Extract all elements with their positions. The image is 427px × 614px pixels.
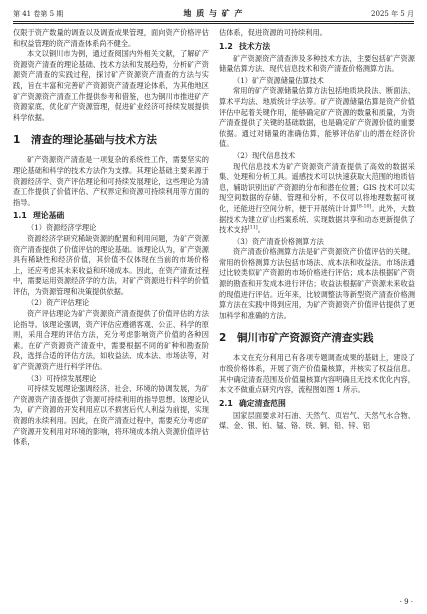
paragraph-text: 。此外，大数据技术为建立矿山档案系统、实现数据共享和动态更新提供了技术支持 xyxy=(219,203,415,235)
section-heading xyxy=(219,331,415,345)
volume-issue: 第 41 卷第 5 期 xyxy=(13,10,64,18)
section-title: 清查的理论基础与技术方法 xyxy=(31,134,157,147)
paragraph-text: 。 xyxy=(257,225,265,235)
paragraph: 可持续发展理论强调经济、社会、环境的协调发展，为矿产资源资产清查提供了资源可持续利用的指导思想。该理论认为，矿产资源的开发利用应以不损害后代人利益为前提，实现资源的永续利用。因此，在资产清查过程中，需要充分考虑矿产资源开发利用对环境的影响，将环境成本纳入资源价值评估体系， xyxy=(13,384,209,447)
subsection-title: 技术方法 xyxy=(239,41,271,51)
running-header xyxy=(13,6,414,21)
header-rule xyxy=(13,21,414,24)
subsection-heading xyxy=(13,210,209,221)
paragraph: 常用的矿产资源储量估算方法包括地质块段法、断面法、算术平均法、地质统计学法等。矿产资源储量估算是资产价值评估中起着关键作用，能够确定矿产资源的数量和质量，为资产清查提供了关键的基础数据，也是确定矿产资源价值的重要依据。通过对储量的准确估算，能够评估矿山的潜在经济价值。 xyxy=(219,86,415,149)
journal-name: 地 质 与 矿 产 xyxy=(183,8,244,18)
item-title: （3）资产清查价格测算方法 xyxy=(233,236,324,246)
paragraph xyxy=(219,162,415,236)
item-title: （2）资产评估理论 xyxy=(27,298,90,308)
page-number: · 9 · xyxy=(399,598,413,606)
subsection-title: 确定清查范围 xyxy=(239,398,286,408)
citation: [8-10] xyxy=(356,204,372,210)
paragraph-text: 现代信息技术为矿产资源资产清查提供了高效的数据采集、处理和分析工具。遥感技术可以快速获取大范围的地质信息，辅助识别出矿产资源的分布和潜在位置；GIS 技术可以实现空间数据的存储、管理和分析，不仅可以将地理数据可视化，还能进行空间分析，便于开展统计计算 xyxy=(219,161,415,213)
left-column xyxy=(13,28,209,448)
item-title: （1）资源经济学理论 xyxy=(27,223,97,233)
section-number: 1 xyxy=(13,134,21,147)
subsection-number: 1.2 xyxy=(219,41,233,51)
subsection-heading xyxy=(219,41,415,52)
paragraph: 矿产资源资产清查是一项复杂的系统性工作，需要坚实的理论基础和科学的技术方法作为支撑。其理论基础主要来源于资源经济学、资产评估理论和可持续发展理论，这些理论为清查工作提供了价值评估、产权界定和资源可持续利用等方面的指导。 xyxy=(13,155,209,207)
paragraph: 本文在充分利用已有各项专题调查成果的基础上，建设了市级价格体系，开展了资产价值量核算，并核实了权益信息。其中确定清查范围及价值量核算内容明确且无技术优化内容，本文不做重点研究内容，流程图如图 1 所示。 xyxy=(219,353,415,395)
subsection-title: 理论基础 xyxy=(33,211,65,221)
citation: [11] xyxy=(247,225,258,231)
section-number: 2 xyxy=(219,332,227,345)
paragraph: 估体系，促进资源的可持续利用。 xyxy=(219,28,327,37)
section-heading xyxy=(13,133,209,147)
paragraph: 仅限于资产数量的调查以及调查成果管理，面向资产价格评估和权益管理的资产清查体系尚不健全。 xyxy=(13,28,209,48)
paragraph: 国家层面要求对石油、天然气、页岩气、天然气水合物、煤、金、银、铂、锰、铬、铁、铜、铅、锌、铝 xyxy=(219,410,415,431)
paragraph: 资产评估理论为矿产资源资产清查提供了价值评估的方法论指导。该理论强调，资产评估应遵循客观、公正、科学的原则，采用合理的评估方法，充分考虑影响资产价值的各种因素。在矿产资源资产清查中，需要根据不同的矿种和勘查阶段，选择合适的评估方法，如收益法、成本法、市场法等，对矿产资源资产进行科学评估。 xyxy=(13,309,209,372)
paragraph: 本文以铜川市为例，通过查阅国内外相关文献，了解矿产资源资产清查的理论基础、技术方法和发展趋势，分析矿产资源资产清查的实践过程，探讨矿产资源资产清查的方法与实践，旨在丰富和完善矿产资源资产清查理论体系，为其他地区矿产资源资产清查工作提供参考和借鉴，也为铜川市推进矿产资源家底、优化矿产资源管理，促进矿业经济可持续发展提供科学依据。 xyxy=(13,49,209,122)
paragraph: 矿产资源资产清查涉及多种技术方法，主要包括矿产资源储量估算方法、现代信息技术和资产清查价格测算方法。 xyxy=(219,53,415,74)
paragraph: 资源经济学研究稀缺资源的配置和利用问题，为矿产资源资产清查提供了价值评估的理论基础。该理论认为，矿产资源具有稀缺性和经济价值，其价值不仅体现在当前的市场价格上，还应考虑其未来收益和环境成本。因此，在资产清查过程中，需要运用资源经济学的方法，对矿产资源进行科学的价值评估，为资源管理和决策提供依据。 xyxy=(13,233,209,296)
subsection-heading xyxy=(219,398,415,409)
section-title: 铜川市矿产资源资产清查实践 xyxy=(237,332,374,345)
item-title: （2）现代信息技术 xyxy=(233,150,296,160)
subsection-number: 1.1 xyxy=(13,211,27,221)
subsection-number: 2.1 xyxy=(219,398,233,408)
right-column xyxy=(219,28,415,432)
issue-date: 2025 年 5 月 xyxy=(371,10,414,18)
paragraph: 资产清查价格测算方法是矿产资源资产价值评估的关键。常用的价格测算方法包括市场法、成本法和收益法。市场法通过比较类似矿产资源的市场价格进行评估；成本法根据矿产资源的勘查和开发成本进行评估；收益法根据矿产资源未来收益的现值进行评估。近年来，比较调整法等新型资产清查价格测算方法在实践中得到应用，为矿产资源资产价值评估提供了更加科学和准确的方法。 xyxy=(219,247,415,320)
item-title: （3）可持续发展理论 xyxy=(27,373,97,383)
item-title: （1）矿产资源储量估算技术 xyxy=(233,75,324,85)
